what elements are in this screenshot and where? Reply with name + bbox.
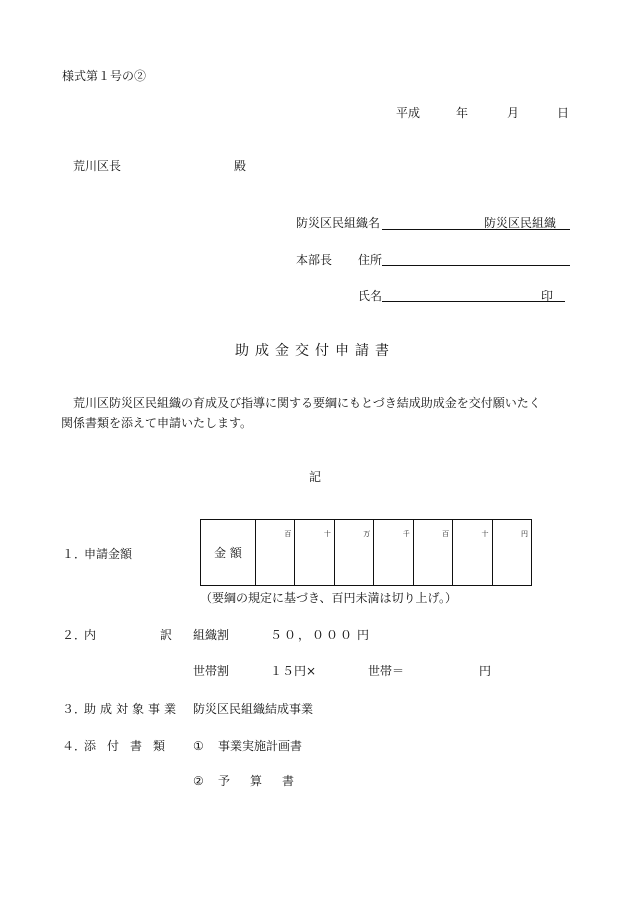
digit-unit: 円 [520,530,528,538]
item2-number: ２． [62,628,87,642]
digit-unit: 百 [442,530,450,538]
date-year: 年 [456,106,469,120]
household-total-unit: 円 [479,664,492,678]
document-title: 助成金交付申請書 [235,343,395,359]
amount-label: 金 額 [214,546,242,560]
digit-cell[interactable] [414,520,453,585]
addressee-name: 荒川区長 [73,159,122,173]
attachment-text: 事業実施計画書 [218,739,303,753]
amount-label-cell [201,520,256,585]
digit-cell[interactable] [256,520,295,585]
date-era: 平成 [396,106,421,120]
org-rate-label: 組織割 [193,628,230,642]
item1-label: 申請金額 [84,547,133,561]
digit-unit: 万 [363,530,371,538]
head-label: 本部長 [296,253,333,267]
form-id: 様式第１号の② [62,69,147,83]
item3-value: 防災区民組織結成事業 [193,702,314,716]
digit-unit: 十 [323,530,331,538]
amount-table [200,519,532,586]
digit-unit: 十 [481,530,489,538]
org-name-label: 防災区民組織名 [296,216,381,230]
address-field [382,265,570,266]
item2-label-b: 訳 [160,628,173,642]
household-count-label: 世帯＝ [368,664,405,678]
date-day: 日 [557,106,570,120]
org-name-value: 防災区民組織 [484,216,557,230]
item4-number: ４． [62,739,87,753]
body-line-2: 関係書類を添えて申請いたします。 [61,416,253,430]
item3-number: ３． [62,702,87,716]
digit-cell[interactable] [374,520,413,585]
digit-unit: 千 [402,530,410,538]
digit-cell[interactable] [493,520,531,585]
body-line-1: 荒川区防災区民組織の育成及び指導に関する要綱にもとづき結成助成金を交付願いたく [73,396,541,410]
digit-cell[interactable] [335,520,374,585]
attachment-marker: ② [193,774,204,788]
item3-label: 助成対象事業 [84,702,181,716]
household-rate-value: １５円× [270,664,317,678]
rounding-note: （要綱の規定に基づき、百円未満は切り上げ。） [200,591,458,605]
address-label: 住所 [358,253,383,267]
item1-number: １． [62,547,87,561]
org-rate-amount: ５０，０００ [270,628,355,642]
date-month: 月 [507,106,520,120]
household-rate-label: 世帯割 [193,664,230,678]
digit-cell[interactable] [295,520,334,585]
seal-mark: 印 [541,289,554,303]
addressee-honorific: 殿 [234,159,247,173]
digit-cell[interactable] [453,520,492,585]
attachment-marker: ① [193,739,204,753]
org-rate-unit: 円 [357,628,370,642]
ki-heading: 記 [309,470,322,484]
name-label: 氏名 [358,289,383,303]
attachment-text: 予算書 [218,774,315,788]
org-name-underline [382,229,570,230]
digit-unit: 百 [284,530,292,538]
name-field [382,301,565,302]
item4-label: 添付書類 [84,739,177,753]
item2-label-a: 内 [84,628,97,642]
